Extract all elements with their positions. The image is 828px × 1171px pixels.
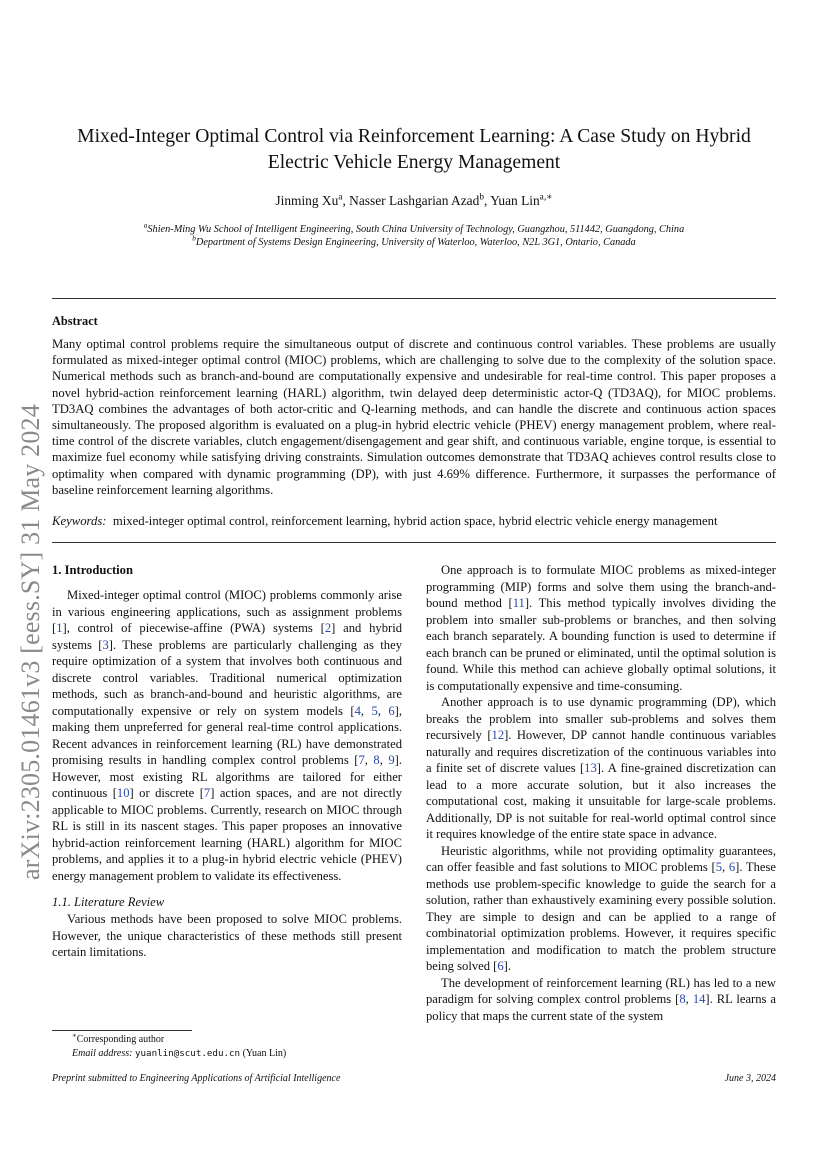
citation-link[interactable]: 13 (584, 761, 597, 775)
paragraph-text: Another approach is to use dynamic programming (DP), which breaks the problem into smaller sub-problems and solves them recursively [ (426, 695, 776, 742)
author: Nasser Lashgarian Azad$^b$, (349, 192, 491, 208)
subsection-heading: 1.1. Literature Review (52, 895, 165, 909)
affiliation: $^b$Department of Systems Design Engineering, University of Waterloo, Waterloo, N2L 3G1, Ontario, Canada (192, 234, 636, 248)
footer-date: June 3, 2024 (724, 1073, 776, 1084)
paragraph-text: , (364, 753, 374, 767)
email-link[interactable]: yuanlin@scut.edu.cn (134, 1048, 241, 1059)
citation-link[interactable]: 11 (512, 596, 525, 610)
affiliation: $^a$Shien-Ming Wu School of Intelligent Engineering, South China University of Technology, Guangzhou, 511442, Guangdong, China (143, 221, 685, 235)
paper-title: Mixed-Integer Optimal Control via Reinforcement Learning: A Case Study on Hybrid Electric Vehicle Energy Management (77, 126, 751, 173)
affiliations (52, 223, 776, 249)
citation-link[interactable]: 6 (728, 860, 736, 874)
body-paragraph (426, 694, 776, 843)
author: Jinming Xu$^a$, (275, 192, 350, 208)
abstract-text: Many optimal control problems require the simultaneous output of discrete and continuous control variables. These problems are usually formulated as mixed-integer optimal control (MIOC) problems, which are challenging to solve due to the complexity of the solution space. Numerical methods such as branch-and-bound are computationally expensive and undesirable for real-time control. This paper proposes a novel hybrid-action reinforcement learning (HARL) algorithm, twin delayed deep deterministic actor-Q (TD3AQ), for MIOC problems. TD3AQ combines the advantages of both actor-critic and Q-learning methods, and can handle the discrete and continuous action spaces simultaneously. The proposed algorithm is evaluated on a plug-in hybrid electric vehicle (PHEV) energy management problem, where real-time control of the discrete variables, clutch engagement/disengagement and gear shift, and continuous variable, engine torque, is essential to maximize fuel economy while satisfying driving constraints. Simulation outcomes demonstrate that TD3AQ achieves control results close to optimality when compared with dynamic programming (DP), with just 4.69% difference. Furthermore, it surpasses the performance of baseline reinforcement learning algorithms. (52, 337, 776, 497)
paragraph-text: ]. RL learns a policy that maps the current state of the system (426, 992, 777, 1023)
keywords-label: Keywords: (52, 514, 107, 528)
keywords-text: mixed-integer optimal control, reinforcement learning, hybrid action space, hybrid electric vehicle energy management (112, 514, 718, 528)
footnote-author: ∗Corresponding author (72, 1031, 165, 1045)
paragraph-text: ] or discrete [ (129, 786, 204, 800)
paragraph-text: , (721, 860, 729, 874)
citation-link[interactable]: 5 (371, 703, 378, 718)
body-paragraph (426, 975, 776, 1025)
citation-link[interactable]: 5 (715, 860, 722, 874)
body-paragraph (52, 587, 402, 884)
citation-link[interactable]: 8 (373, 753, 380, 767)
paragraph-text: , (360, 703, 372, 718)
body-paragraph (52, 911, 402, 961)
paragraph-text: ]. A fine-grained discretization can lead to a more accurate solution, but it also increases the computational cost, making it unsuitable for large-scale problems. Additionally, DP is not suitable for real-world optimal control since it requires knowledge of the entire state space in advance. (426, 761, 776, 841)
paragraph-text: ], making them unpreferred for general real-time control applications. Recent advances in reinforcement learning (RL) have demonstrated promising results in handling complex control problems [ (52, 703, 403, 767)
paragraph-text: The development of reinforcement learning (RL) has led to a new paradigm for solving complex control problems [ (426, 975, 776, 1006)
abstract-heading: Abstract (52, 314, 98, 328)
arxiv-stamp: arXiv:2305.01461v3 [eess.SY] 31 May 2024 (16, 404, 45, 880)
left-column (52, 562, 402, 961)
citation-link[interactable]: 10 (116, 786, 130, 800)
author-list (52, 193, 776, 209)
paragraph-text: ]. However, most existing RL algorithms are tailored for either continuous [ (52, 753, 403, 800)
paragraph-text: , (685, 992, 693, 1006)
paragraph-text: ]. These problems are particularly challenging as they require optimization of a system that involves both continuous and discrete control variables. Traditional numerical optimization methods, such as branch-and-bound and heuristic algorithms, are computationally expensive or rely on system models [ (52, 637, 402, 718)
paragraph-text: ]. These methods use problem-specific knowledge to guide the search for a solution, rather than exhaustively examining every possible solution. They are simple to design and can be applied to a range of combinatorial optimization problems. However, it requires specific implementation and modification to match the problem structure being solved [ (426, 860, 776, 973)
paragraph-text: ]. This method typically involves dividing the problem into smaller sub-problems or branches, and then solving each branch separately. A bounding function is used to determine if each branch can be pruned or eliminated, until the optimal solution is found. While this method can achieve globally optimal solutions, it is computationally expensive and time-consuming. (426, 596, 776, 693)
footer-journal: Preprint submitted to Engineering Applications of Artificial Intelligence (52, 1073, 341, 1084)
paragraph-text: Heuristic algorithms, while not providing optimality guarantees, can offer feasible and fast solutions to MIOC problems [ (426, 843, 776, 874)
footnote (52, 1033, 422, 1061)
paragraph-text: , (379, 753, 389, 767)
citation-link[interactable]: 6 (388, 703, 395, 718)
paragraph-text: ]. (503, 959, 511, 973)
citation-link[interactable]: 2 (324, 621, 332, 635)
citation-link[interactable]: 7 (203, 786, 211, 800)
section-heading: 1. Introduction (52, 563, 133, 577)
divider (52, 298, 776, 299)
keywords (52, 514, 776, 529)
paragraph-text: ]. However, DP cannot handle continuous variables naturally and requires discretization of the continuous variables into a finite set of discrete values [ (426, 728, 776, 775)
paragraph-text: , (377, 703, 389, 718)
paragraph-text: ], control of piecewise-affine (PWA) systems [ (62, 621, 325, 635)
paragraph-text: Mixed-integer optimal control (MIOC) problems commonly arise in various engineering applications, such as assignment problems [ (52, 588, 402, 635)
citation-link[interactable]: 9 (388, 753, 395, 767)
citation-link[interactable]: 8 (679, 992, 686, 1006)
footnote-email: Email address: yuanlin@scut.edu.cn (Yuan Lin) (72, 1048, 287, 1059)
citation-link[interactable]: 4 (354, 703, 361, 718)
body-paragraph (426, 562, 776, 694)
paragraph-text: ] and hybrid systems [ (52, 621, 402, 652)
paragraph-text: ] action spaces, and are not directly applicable to MIOC problems. Currently, research on MIOC through RL is still in its nascent stages. This paper proposes an innovative hybrid-action reinforcement learning (HARL) algorithm for MIOC problems, and applies it to a plug-in hybrid electric vehicle (PHEV) energy management problem to validate its effectiveness. (52, 786, 402, 883)
citation-link[interactable]: 6 (497, 959, 504, 973)
paragraph-text: Various methods have been proposed to solve MIOC problems. However, the unique characteristics of these methods still present certain limitations. (52, 912, 402, 959)
citation-link[interactable]: 12 (491, 728, 505, 742)
citation-link[interactable]: 1 (56, 621, 63, 635)
divider (52, 542, 776, 543)
author: Yuan Lin$^{a,∗}$ (490, 192, 553, 208)
citation-link[interactable]: 3 (102, 637, 109, 652)
body-paragraph (426, 843, 776, 975)
citation-link[interactable]: 14 (692, 992, 706, 1006)
citation-link[interactable]: 7 (358, 753, 365, 767)
right-column (426, 562, 776, 1024)
paragraph-text: One approach is to formulate MIOC problems as mixed-integer programming (MIP) forms and solve them using the branch-and-bound method [ (426, 563, 776, 610)
